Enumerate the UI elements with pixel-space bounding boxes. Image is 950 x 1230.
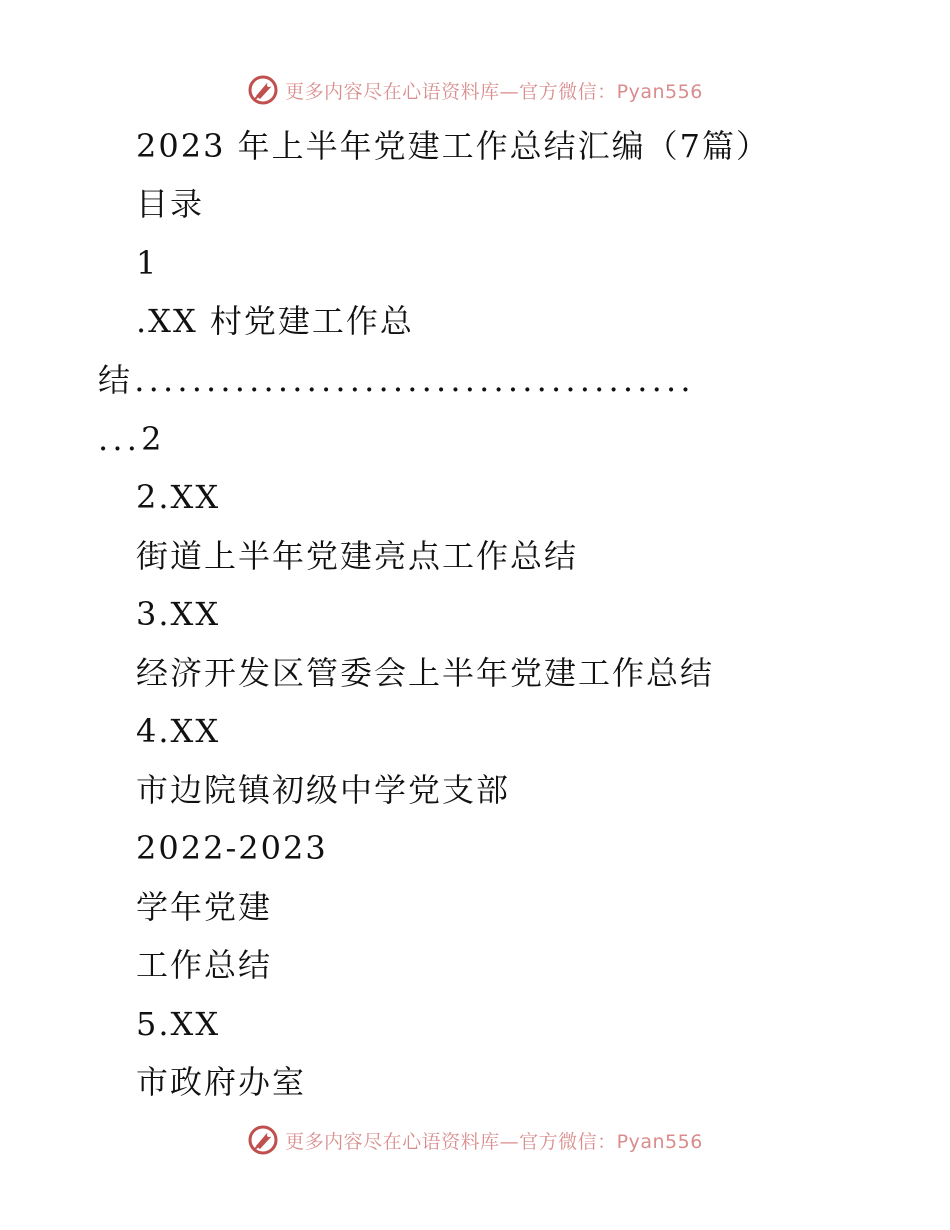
toc-line: 市政府办室: [136, 1063, 307, 1101]
watermark-text: 更多内容尽在心语资料库—官方微信：Pyan556: [285, 80, 703, 103]
toc-line: 经济开发区管委会上半年党建工作总结: [136, 654, 715, 692]
toc-line: 2022-2023: [136, 829, 328, 867]
toc-line: 3.XX: [136, 595, 221, 633]
toc-line: 5.XX: [136, 1005, 221, 1043]
toc-line: .XX 村党建工作总: [136, 302, 414, 340]
watermark-footer: [0, 1120, 950, 1160]
toc-heading: 目录: [136, 185, 205, 223]
toc-line: 4.XX: [136, 712, 221, 750]
watermark-text: 更多内容尽在心语资料库—官方微信：Pyan556: [285, 1130, 703, 1153]
toc-line: 2.XX: [136, 478, 221, 516]
toc-line: 工作总结: [136, 946, 273, 984]
seal-pen-logo-icon: [247, 1124, 279, 1156]
toc-line: 1: [136, 244, 159, 282]
toc-line: 街道上半年党建亮点工作总结: [136, 537, 579, 575]
toc-line: ...2: [98, 420, 166, 458]
toc-line: 市边院镇初级中学党支部: [136, 771, 511, 809]
toc-line: 学年党建: [136, 888, 273, 926]
document-title: 2023 年上半年党建工作总结汇编（7篇）: [136, 127, 770, 165]
toc-line: 结.......................................: [98, 361, 695, 399]
